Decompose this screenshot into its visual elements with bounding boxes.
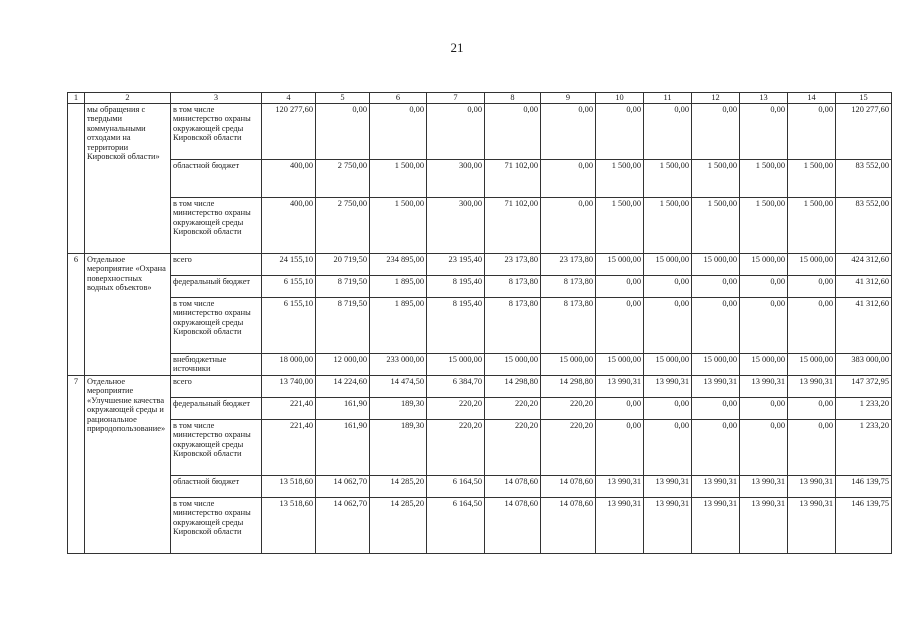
year-value: 6 164,50	[427, 498, 485, 554]
year-value: 15 000,00	[644, 354, 692, 376]
year-value: 161,90	[316, 420, 370, 476]
year-value: 300,00	[427, 160, 485, 198]
year-value: 1 500,00	[740, 160, 788, 198]
year-value: 13 990,31	[788, 498, 836, 554]
year-value: 13 990,31	[644, 376, 692, 398]
year-value: 14 078,60	[485, 498, 541, 554]
table-row	[68, 420, 892, 476]
year-value: 15 000,00	[596, 254, 644, 276]
year-value: 0,00	[692, 298, 740, 354]
year-value: 8 719,50	[316, 298, 370, 354]
funding-source: в том числе министерство охраны окружающей среды Кировской области	[171, 298, 262, 354]
year-value: 15 000,00	[692, 254, 740, 276]
column-header: 8	[485, 93, 541, 104]
column-header: 12	[692, 93, 740, 104]
year-value: 234 895,00	[370, 254, 427, 276]
year-value: 8 173,80	[541, 276, 596, 298]
year-value: 13 990,31	[692, 376, 740, 398]
column-header: 7	[427, 93, 485, 104]
year-value: 23 173,80	[541, 254, 596, 276]
year-value: 15 000,00	[788, 354, 836, 376]
header-row	[68, 93, 892, 104]
measure-name: Отдельное мероприятие «Улучшение качества окружающей среды и рациональное природопользование»	[85, 376, 171, 554]
year-value: 8 195,40	[427, 276, 485, 298]
year-value: 13 990,31	[788, 376, 836, 398]
item-number: 6	[68, 254, 85, 376]
column-header: 4	[262, 93, 316, 104]
year-value: 0,00	[788, 420, 836, 476]
year-value: 23 173,80	[485, 254, 541, 276]
year-value: 220,20	[427, 420, 485, 476]
year-value: 0,00	[740, 104, 788, 160]
year-value: 220,20	[541, 398, 596, 420]
year-value: 220,20	[427, 398, 485, 420]
year-value: 0,00	[541, 198, 596, 254]
year-value: 14 224,60	[316, 376, 370, 398]
table-body	[68, 104, 892, 554]
year-value: 1 500,00	[596, 198, 644, 254]
year-value: 0,00	[596, 420, 644, 476]
year-value: 300,00	[427, 198, 485, 254]
year-value: 0,00	[692, 276, 740, 298]
year-value: 0,00	[740, 298, 788, 354]
column-header: 5	[316, 93, 370, 104]
year-value: 6 164,50	[427, 476, 485, 498]
year-value: 221,40	[262, 398, 316, 420]
year-value: 15 000,00	[541, 354, 596, 376]
year-value: 13 990,31	[740, 476, 788, 498]
year-value: 14 062,70	[316, 476, 370, 498]
total-value: 41 312,60	[836, 276, 892, 298]
year-value: 71 102,00	[485, 198, 541, 254]
year-value: 0,00	[644, 398, 692, 420]
year-value: 13 990,31	[740, 376, 788, 398]
year-value: 8 173,80	[485, 298, 541, 354]
year-value: 0,00	[740, 276, 788, 298]
year-value: 0,00	[692, 398, 740, 420]
column-header: 6	[370, 93, 427, 104]
year-value: 12 000,00	[316, 354, 370, 376]
year-value: 189,30	[370, 420, 427, 476]
year-value: 14 474,50	[370, 376, 427, 398]
year-value: 15 000,00	[740, 254, 788, 276]
year-value: 13 990,31	[788, 476, 836, 498]
year-value: 13 518,60	[262, 476, 316, 498]
year-value: 20 719,50	[316, 254, 370, 276]
year-value: 221,40	[262, 420, 316, 476]
year-value: 13 990,31	[644, 498, 692, 554]
year-value: 1 500,00	[596, 160, 644, 198]
year-value: 0,00	[740, 398, 788, 420]
table-row	[68, 354, 892, 376]
year-value: 6 155,10	[262, 276, 316, 298]
total-value: 83 552,00	[836, 198, 892, 254]
year-value: 1 500,00	[644, 160, 692, 198]
year-value: 24 155,10	[262, 254, 316, 276]
funding-source: в том числе министерство охраны окружающей среды Кировской области	[171, 104, 262, 160]
total-value: 383 000,00	[836, 354, 892, 376]
table-row	[68, 476, 892, 498]
year-value: 15 000,00	[644, 254, 692, 276]
year-value: 8 719,50	[316, 276, 370, 298]
total-value: 1 233,20	[836, 398, 892, 420]
year-value: 15 000,00	[427, 354, 485, 376]
year-value: 14 078,60	[541, 498, 596, 554]
year-value: 220,20	[541, 420, 596, 476]
year-value: 14 285,20	[370, 476, 427, 498]
year-value: 0,00	[788, 298, 836, 354]
column-header: 11	[644, 93, 692, 104]
item-number	[68, 104, 85, 254]
year-value: 0,00	[596, 104, 644, 160]
year-value: 13 990,31	[596, 476, 644, 498]
funding-source: областной бюджет	[171, 160, 262, 198]
year-value: 2 750,00	[316, 198, 370, 254]
funding-source: федеральный бюджет	[171, 276, 262, 298]
year-value: 0,00	[541, 104, 596, 160]
year-value: 0,00	[541, 160, 596, 198]
year-value: 1 895,00	[370, 276, 427, 298]
total-value: 120 277,60	[836, 104, 892, 160]
year-value: 13 990,31	[692, 476, 740, 498]
year-value: 1 500,00	[788, 160, 836, 198]
year-value: 1 500,00	[692, 160, 740, 198]
table-row	[68, 254, 892, 276]
year-value: 0,00	[788, 276, 836, 298]
year-value: 0,00	[644, 276, 692, 298]
year-value: 0,00	[596, 276, 644, 298]
funding-source: всего	[171, 376, 262, 398]
year-value: 0,00	[788, 104, 836, 160]
total-value: 146 139,75	[836, 498, 892, 554]
year-value: 14 298,80	[485, 376, 541, 398]
year-value: 6 155,10	[262, 298, 316, 354]
year-value: 15 000,00	[692, 354, 740, 376]
year-value: 15 000,00	[788, 254, 836, 276]
year-value: 6 384,70	[427, 376, 485, 398]
year-value: 189,30	[370, 398, 427, 420]
year-value: 2 750,00	[316, 160, 370, 198]
year-value: 1 500,00	[788, 198, 836, 254]
year-value: 0,00	[644, 298, 692, 354]
funding-source: внебюджетные источники	[171, 354, 262, 376]
funding-source: в том числе министерство охраны окружающей среды Кировской области	[171, 498, 262, 554]
year-value: 0,00	[692, 420, 740, 476]
funding-source: в том числе министерство охраны окружающей среды Кировской области	[171, 198, 262, 254]
column-header: 3	[171, 93, 262, 104]
year-value: 18 000,00	[262, 354, 316, 376]
year-value: 0,00	[644, 104, 692, 160]
year-value: 400,00	[262, 160, 316, 198]
year-value: 1 500,00	[370, 160, 427, 198]
total-value: 424 312,60	[836, 254, 892, 276]
year-value: 0,00	[596, 398, 644, 420]
budget-table	[67, 92, 892, 554]
total-value: 41 312,60	[836, 298, 892, 354]
year-value: 0,00	[644, 420, 692, 476]
column-header: 15	[836, 93, 892, 104]
table-row	[68, 160, 892, 198]
total-value: 1 233,20	[836, 420, 892, 476]
year-value: 0,00	[427, 104, 485, 160]
year-value: 1 500,00	[370, 198, 427, 254]
year-value: 161,90	[316, 398, 370, 420]
total-value: 146 139,75	[836, 476, 892, 498]
year-value: 13 990,31	[692, 498, 740, 554]
year-value: 0,00	[692, 104, 740, 160]
year-value: 0,00	[370, 104, 427, 160]
table-row	[68, 198, 892, 254]
table-row	[68, 376, 892, 398]
measure-name: мы обращения с твердыми коммунальными отходами на территории Кировской области»	[85, 104, 171, 254]
table-row	[68, 498, 892, 554]
item-number: 7	[68, 376, 85, 554]
year-value: 13 990,31	[644, 476, 692, 498]
total-value: 147 372,95	[836, 376, 892, 398]
year-value: 220,20	[485, 398, 541, 420]
page-number: 21	[450, 40, 464, 55]
year-value: 15 000,00	[485, 354, 541, 376]
year-value: 0,00	[485, 104, 541, 160]
year-value: 14 078,60	[541, 476, 596, 498]
year-value: 233 000,00	[370, 354, 427, 376]
column-header: 9	[541, 93, 596, 104]
table-row	[68, 398, 892, 420]
total-value: 83 552,00	[836, 160, 892, 198]
year-value: 13 518,60	[262, 498, 316, 554]
year-value: 8 195,40	[427, 298, 485, 354]
column-header: 1	[68, 93, 85, 104]
year-value: 15 000,00	[740, 354, 788, 376]
year-value: 71 102,00	[485, 160, 541, 198]
year-value: 14 062,70	[316, 498, 370, 554]
year-value: 220,20	[485, 420, 541, 476]
year-value: 13 990,31	[596, 498, 644, 554]
year-value: 0,00	[316, 104, 370, 160]
year-value: 1 500,00	[692, 198, 740, 254]
year-value: 1 895,00	[370, 298, 427, 354]
column-header: 14	[788, 93, 836, 104]
table-row	[68, 276, 892, 298]
year-value: 14 298,80	[541, 376, 596, 398]
year-value: 8 173,80	[485, 276, 541, 298]
year-value: 1 500,00	[644, 198, 692, 254]
year-value: 1 500,00	[740, 198, 788, 254]
funding-source: всего	[171, 254, 262, 276]
column-header: 2	[85, 93, 171, 104]
year-value: 400,00	[262, 198, 316, 254]
year-value: 14 078,60	[485, 476, 541, 498]
funding-source: областной бюджет	[171, 476, 262, 498]
year-value: 13 990,31	[596, 376, 644, 398]
funding-source: федеральный бюджет	[171, 398, 262, 420]
column-header: 10	[596, 93, 644, 104]
year-value: 0,00	[596, 298, 644, 354]
measure-name: Отдельное мероприятие «Охрана поверхностных водных объектов»	[85, 254, 171, 376]
year-value: 0,00	[788, 398, 836, 420]
table-row	[68, 104, 892, 160]
year-value: 8 173,80	[541, 298, 596, 354]
year-value: 15 000,00	[596, 354, 644, 376]
year-value: 13 740,00	[262, 376, 316, 398]
year-value: 13 990,31	[740, 498, 788, 554]
year-value: 14 285,20	[370, 498, 427, 554]
column-header: 13	[740, 93, 788, 104]
funding-source: в том числе министерство охраны окружающей среды Кировской области	[171, 420, 262, 476]
year-value: 23 195,40	[427, 254, 485, 276]
table-row	[68, 298, 892, 354]
year-value: 120 277,60	[262, 104, 316, 160]
year-value: 0,00	[740, 420, 788, 476]
